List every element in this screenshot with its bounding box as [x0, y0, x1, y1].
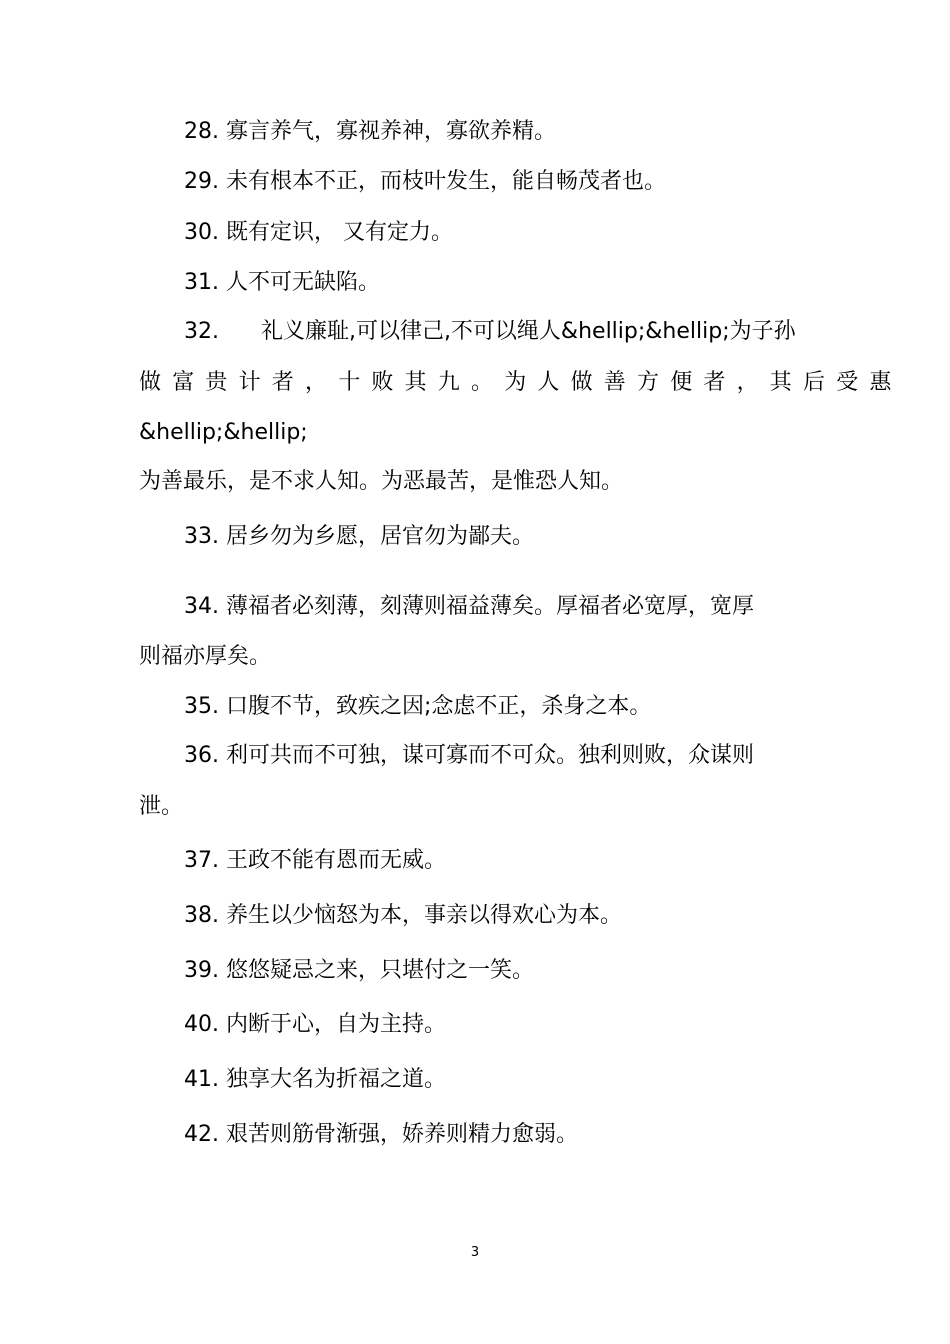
text-line-30: 30. 既有定识， 又有定力。: [184, 220, 453, 245]
text-line-40: 40. 内断于心，自为主持。: [184, 1012, 446, 1037]
text-line-31: 31. 人不可无缺陷。: [184, 270, 380, 295]
text-line-36-cont: 泄。: [139, 794, 184, 819]
text-line-32-cont: 做富贵计者，十败其九。为人做善方便者，其后受惠: [139, 370, 903, 395]
text-line-36: 36. 利可共而不可独，谋可寡而不可众。独利则败，众谋则: [184, 743, 754, 768]
text-line-34-cont: 则福亦厚矣。: [139, 644, 272, 669]
text-line-38: 38. 养生以少恼怒为本，事亲以得欢心为本。: [184, 903, 622, 928]
page-number: 3: [470, 1245, 480, 1260]
text-line-33: 33. 居乡勿为乡愿，居官勿为鄙夫。: [184, 524, 534, 549]
text-line-28: 28. 寡言养气，寡视养神，寡欲养精。: [184, 119, 556, 144]
text-line-32-ellipsis: &hellip;&hellip;: [139, 420, 308, 445]
text-line-32-end: 为善最乐，是不求人知。为恶最苦，是惟恐人知。: [139, 469, 624, 494]
text-line-41: 41. 独享大名为折福之道。: [184, 1067, 446, 1092]
text-line-37: 37. 王政不能有恩而无威。: [184, 848, 446, 873]
text-line-42: 42. 艰苦则筋骨渐强，娇养则精力愈弱。: [184, 1122, 578, 1147]
text-line-35: 35. 口腹不节，致疾之因;念虑不正，杀身之本。: [184, 694, 652, 719]
text-line-39: 39. 悠悠疑忌之来，只堪付之一笑。: [184, 958, 534, 983]
text-line-34: 34. 薄福者必刻薄，刻薄则福益薄矣。厚福者必宽厚，宽厚: [184, 594, 754, 619]
text-line-29: 29. 未有根本不正，而枝叶发生，能自畅茂者也。: [184, 169, 666, 194]
text-line-32: 32. 礼义廉耻,可以律己,不可以绳人&hellip;&hellip;为子孙: [184, 319, 796, 344]
